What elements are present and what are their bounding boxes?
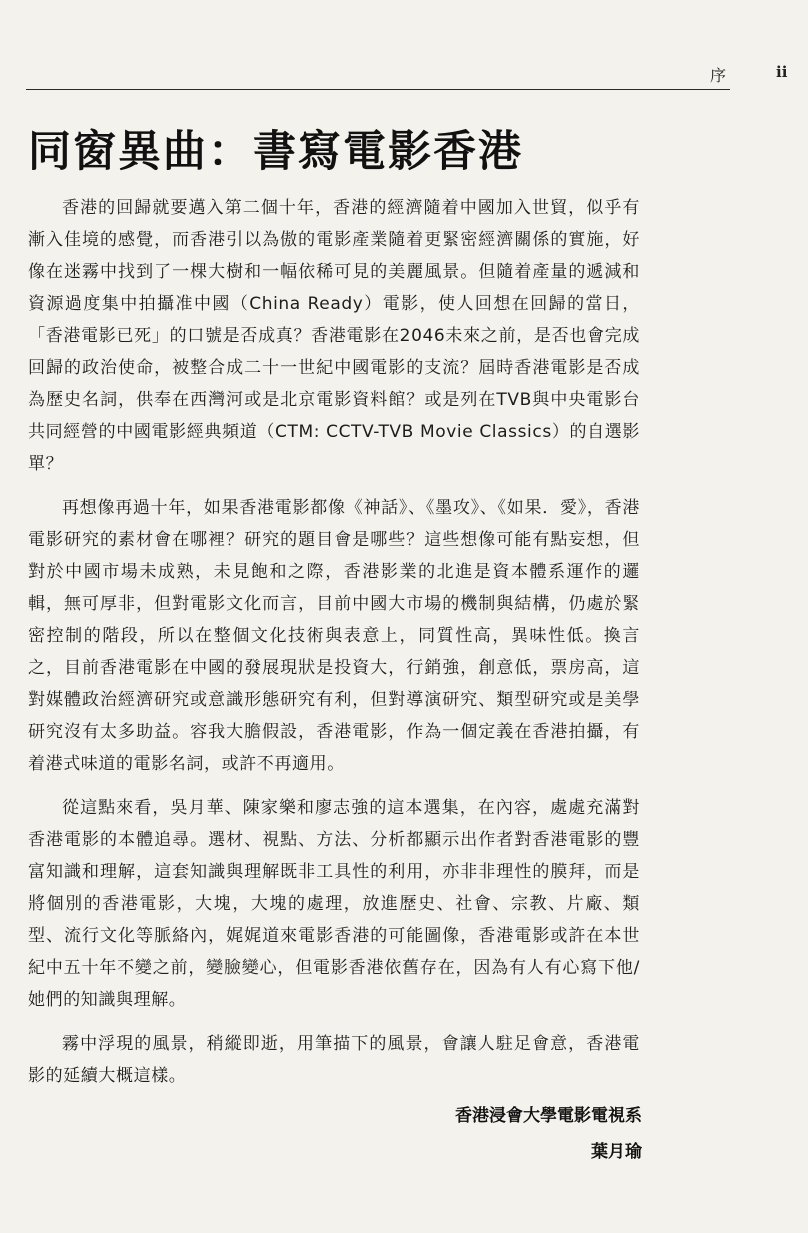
running-head [26, 61, 730, 90]
signature-author: 葉月瑜 [591, 1142, 642, 1162]
running-title: 序 [709, 66, 726, 85]
paragraph-2: 再想像再過十年，如果香港電影都像《神話》、《墨攻》、《如果．愛》，香港電影研究的素材會在哪裡？研究的題目會是哪些？這些想像可能有點妄想，但對於中國市場未成熟，未見飽和之際，香港影業的北進是資本體系運作的邏輯，無可厚非，但對電影文化而言，目前中國大市場的機制與結構，仍處於緊密控制的階段，所以在整個文化技術與表意上，同質性高，異味性低。換言之，目前香港電影在中國的發展現狀是投資大，行銷強，創意低，票房高，這對媒體政治經濟研究或意識形態研究有利，但對導演研究、類型研究或是美學研究沒有太多助益。容我大膽假設，香港電影，作為一個定義在香港拍攝，有着港式味道的電影名詞，或許不再適用。 [28, 498, 640, 774]
page-number: ii [776, 63, 788, 81]
chapter-title: 同窗異曲：書寫電影香港 [28, 127, 523, 177]
paragraph-4: 霧中浮現的風景，稍縱即逝，用筆描下的風景，會讓人駐足會意，香港電影的延續大概這樣。 [28, 1034, 640, 1086]
body-text [28, 192, 640, 1104]
signature-block [455, 1098, 642, 1170]
paragraph-3: 從這點來看，吳月華、陳家樂和廖志強的這本選集，在內容，處處充滿對香港電影的本體追尋。選材、視點、方法、分析都顯示出作者對香港電影的豐富知識和理解，這套知識與理解既非工具性的利用，亦非非理性的膜拜，而是將個別的香港電影，大塊，大塊的處理，放進歷史、社會、宗教、片廠、類型、流行文化等脈絡內，娓娓道來電影香港的可能圖像，香港電影或許在本世紀中五十年不變之前，變臉變心，但電影香港依舊存在，因為有人有心寫下他/她們的知識與理解。 [28, 798, 640, 1010]
signature-department: 香港浸會大學電影電視系 [455, 1106, 642, 1126]
paragraph-1: 香港的回歸就要邁入第二個十年，香港的經濟隨着中國加入世貿，似乎有漸入佳境的感覺，而香港引以為傲的電影產業隨着更緊密經濟關係的實施，好像在迷霧中找到了一棵大樹和一幅依稀可見的美麗風景。但隨着產量的遞減和資源過度集中拍攝准中國（China Ready）電影，使人回想在回歸的當日，「香港電影已死」的口號是否成真？香港電影在2046未來之前，是否也會完成回歸的政治使命，被整合成二十一世紀中國電影的支流？屆時香港電影是否成為歷史名詞，供奉在西灣河或是北京電影資料館？或是列在TVB與中央電影台共同經營的中國電影經典頻道（CTM: CCTV-TVB Movie Classics）的自選影單？ [28, 198, 640, 474]
